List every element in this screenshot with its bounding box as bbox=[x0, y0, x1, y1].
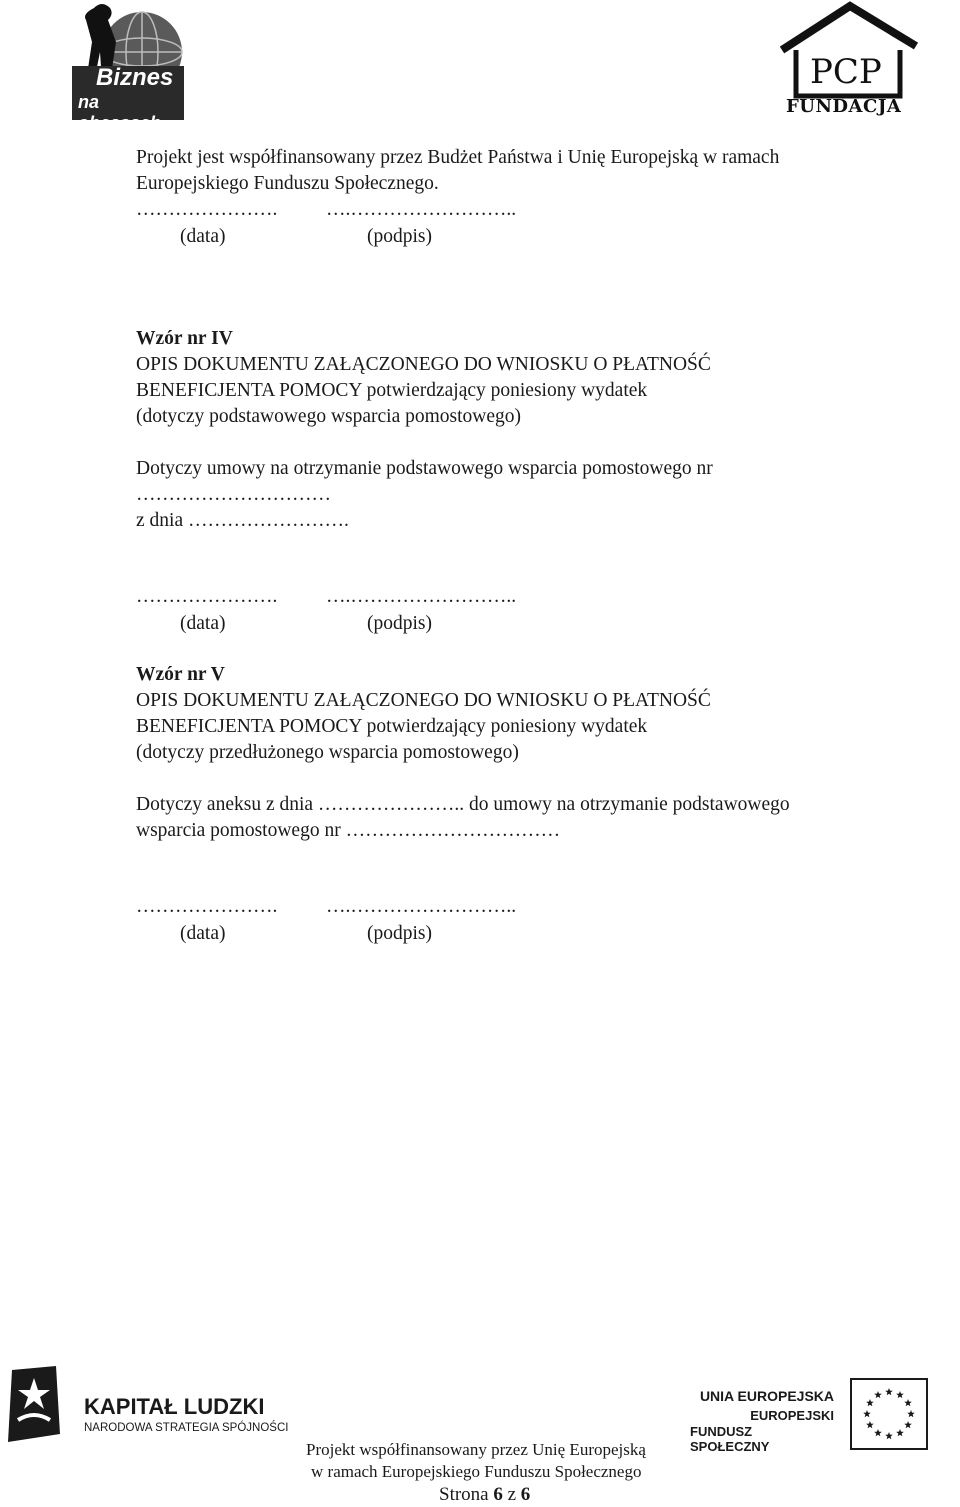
kapital-ludzki-title: KAPITAŁ LUDZKI bbox=[84, 1394, 265, 1419]
intro-line-2: Europejskiego Funduszu Społecznego. bbox=[136, 173, 439, 194]
pcp-logo-mark: PCP bbox=[810, 52, 882, 92]
date-label: (data) bbox=[180, 226, 226, 247]
footer-line-1: Projekt współfinansowany przez Unię Europejską bbox=[306, 1440, 646, 1459]
signature-dots: ….…………………….. bbox=[326, 199, 517, 220]
pcp-logo bbox=[776, 0, 922, 118]
date-label: (data) bbox=[180, 613, 226, 634]
page-number bbox=[439, 1483, 530, 1507]
eu-logo-line-3: FUNDUSZ SPOŁECZNY bbox=[690, 1424, 770, 1454]
signature-label: (podpis) bbox=[367, 613, 432, 634]
pcp-logo-name: FUNDACJA bbox=[786, 96, 902, 117]
date-dots: …………………. bbox=[136, 896, 278, 917]
signature-label: (podpis) bbox=[367, 226, 432, 247]
form4-body-line-2: ………………………… bbox=[136, 484, 331, 505]
eu-logo-line-1: UNIA EUROPEJSKA bbox=[699, 1388, 834, 1404]
signature-dots: ….…………………….. bbox=[326, 586, 517, 607]
kapital-ludzki-logo bbox=[4, 1364, 304, 1444]
form5-body-line-1: Dotyczy aneksu z dnia ………………….. do umowy na otrzymanie podstawowego bbox=[136, 794, 790, 815]
page-total: 6 bbox=[520, 1484, 531, 1505]
page-prefix: Strona bbox=[439, 1484, 494, 1505]
eu-logo-line-2: EUROPEJSKI bbox=[750, 1408, 834, 1423]
date-label: (data) bbox=[180, 923, 226, 944]
signature-label: (podpis) bbox=[367, 923, 432, 944]
biznes-logo-line1: Biznes bbox=[96, 64, 174, 91]
form4-heading-line-3: (dotyczy podstawowego wsparcia pomostowego) bbox=[136, 406, 522, 427]
page-sep: z bbox=[502, 1484, 521, 1505]
star-figure-icon bbox=[4, 1364, 64, 1444]
page-current: 6 bbox=[493, 1484, 503, 1505]
eu-logo bbox=[690, 1378, 930, 1452]
date-dots: …………………. bbox=[136, 199, 278, 220]
form4-body-line-3: z dnia ……………………. bbox=[136, 510, 349, 531]
form4-body-line-1: Dotyczy umowy na otrzymanie podstawowego wsparcia pomostowego nr bbox=[136, 458, 713, 479]
form4-title: Wzór nr IV bbox=[136, 328, 233, 349]
eu-flag-icon bbox=[850, 1378, 928, 1450]
form5-title: Wzór nr V bbox=[136, 664, 225, 685]
biznes-logo bbox=[72, 0, 184, 133]
form5-heading-line-2: BENEFICJENTA POMOCY potwierdzający poniesiony wydatek bbox=[136, 716, 648, 737]
footer-line-2: w ramach Europejskiego Funduszu Społecznego bbox=[311, 1462, 642, 1481]
form4-heading-line-2: BENEFICJENTA POMOCY potwierdzający poniesiony wydatek bbox=[136, 380, 648, 401]
biznes-logo-line2: na obcasach bbox=[78, 92, 162, 133]
date-dots: …………………. bbox=[136, 586, 278, 607]
signature-dots: ….…………………….. bbox=[326, 896, 517, 917]
form5-heading-line-3: (dotyczy przedłużonego wsparcia pomostowego) bbox=[136, 742, 519, 763]
kapital-ludzki-subtitle: NARODOWA STRATEGIA SPÓJNOŚCI bbox=[84, 1422, 289, 1434]
form4-heading-line-1: OPIS DOKUMENTU ZAŁĄCZONEGO DO WNIOSKU O PŁATNOŚĆ bbox=[136, 354, 711, 375]
intro-line-1: Projekt jest współfinansowany przez Budżet Państwa i Unię Europejską w ramach bbox=[136, 147, 780, 168]
form5-body-line-2: wsparcia pomostowego nr …………………………… bbox=[136, 820, 561, 841]
form5-heading-line-1: OPIS DOKUMENTU ZAŁĄCZONEGO DO WNIOSKU O PŁATNOŚĆ bbox=[136, 690, 711, 711]
